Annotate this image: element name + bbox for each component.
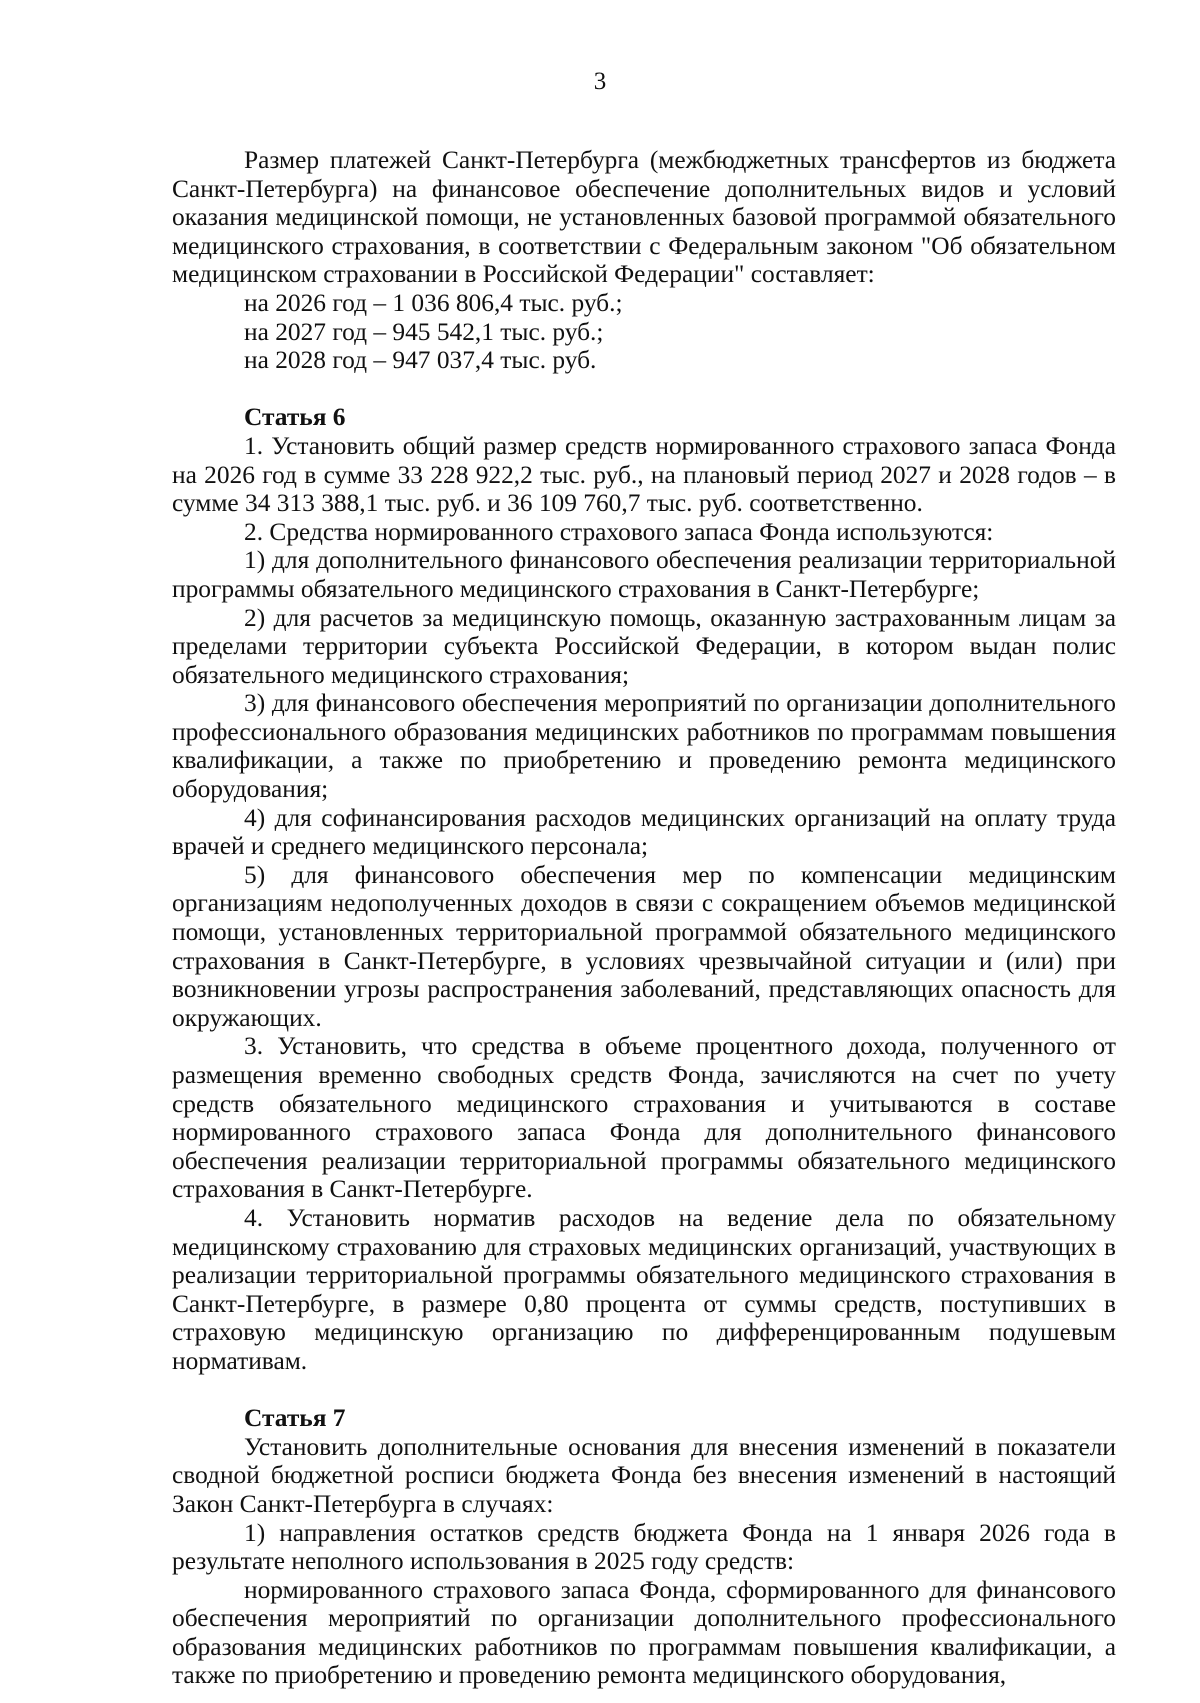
article-6-item-5: 5) для финансового обеспечения мер по компенсации медицинским организациям недополученных доходов в связи с сокращением объемов медицинской помощи, установленных территориальной программой обязательного медицинского страхования в Санкт-Петербурге, в условиях чрезвычайной ситуации и (или) при возникновении угрозы распространения заболеваний, представляющих опасность для окружающих. <box>172 860 1116 1032</box>
article-6-paragraph-1: 1. Установить общий размер средств нормированного страхового запаса Фонда на 2026 год в сумме 33 228 922,2 тыс. руб., на плановый период 2027 и 2028 годов – в сумме 34 313 388,1 тыс. руб. и 36 109 760,7 тыс. руб. соответственно. <box>172 431 1116 518</box>
article-7-paragraph-1: Установить дополнительные основания для внесения изменений в показатели сводной бюджетной росписи бюджета Фонда без внесения изменений в настоящий Закон Санкт-Петербурга в случаях: <box>172 1432 1116 1518</box>
intro-paragraph: Размер платежей Санкт-Петербурга (межбюджетных трансфертов из бюджета Санкт-Петербурга) на финансовое обеспечение дополнительных видов и условий оказания медицинской помощи, не установленных базовой программой обязательного медицинского страхования, в соответствии с Федеральным законом "Об обязательном медицинском страховании в Российской Федерации" составляет: <box>172 146 1116 289</box>
document-body <box>172 146 1116 1690</box>
article-7-item-1: 1) направления остатков средств бюджета Фонда на 1 января 2026 года в результате неполного использования в 2025 году средств: <box>172 1518 1116 1576</box>
article-6-item-3: 3) для финансового обеспечения мероприятий по организации дополнительного профессионального образования медицинских работников по программам повышения квалификации, а также по приобретению и проведению ремонта медицинского оборудования; <box>172 689 1116 804</box>
article-6-item-1: 1) для дополнительного финансового обеспечения реализации территориальной программы обязательного медицинского страхования в Санкт-Петербурге; <box>172 546 1116 603</box>
amount-2028: на 2028 год – 947 037,4 тыс. руб. <box>244 346 597 375</box>
amount-2026: на 2026 год – 1 036 806,4 тыс. руб.; <box>244 288 623 317</box>
article-6-item-4: 4) для софинансирования расходов медицинских организаций на оплату труда врачей и среднего медицинского персонала; <box>172 803 1116 861</box>
article-6-paragraph-4: 4. Установить норматив расходов на ведение дела по обязательному медицинскому страхованию для страховых медицинских организаций, участвующих в реализации территориальной программы обязательного медицинского страхования в Санкт-Петербурге, в размере 0,80 процента от суммы средств, поступивших в страховую медицинскую организацию по дифференцированным подушевым нормативам. <box>172 1203 1116 1375</box>
amount-2027: на 2027 год – 945 542,1 тыс. руб.; <box>244 317 604 346</box>
article-6-item-2: 2) для расчетов за медицинскую помощь, оказанную застрахованным лицам за пределами территории субъекта Российской Федерации, в котором выдан полис обязательного медицинского страхования; <box>172 603 1116 689</box>
article-6-paragraph-2: 2. Средства нормированного страхового запаса Фонда используются: <box>244 517 994 546</box>
article-6-heading: Статья 6 <box>244 403 346 432</box>
article-7-heading: Статья 7 <box>244 1404 346 1433</box>
article-6-paragraph-3: 3. Установить, что средства в объеме процентного дохода, полученного от размещения временно свободных средств Фонда, зачисляются на счет по учету средств обязательного медицинского страхования и учитываются в составе нормированного страхового запаса Фонда для дополнительного финансового обеспечения реализации территориальной программы обязательного медицинского страхования в Санкт-Петербурге. <box>172 1032 1116 1204</box>
article-7-subitem-1: нормированного страхового запаса Фонда, сформированного для финансового обеспечения мероприятий по организации дополнительного профессионального образования медицинских работников по программам повышения квалификации, а также по приобретению и проведению ремонта медицинского оборудования, <box>172 1575 1116 1690</box>
page-number: 3 <box>593 68 607 95</box>
